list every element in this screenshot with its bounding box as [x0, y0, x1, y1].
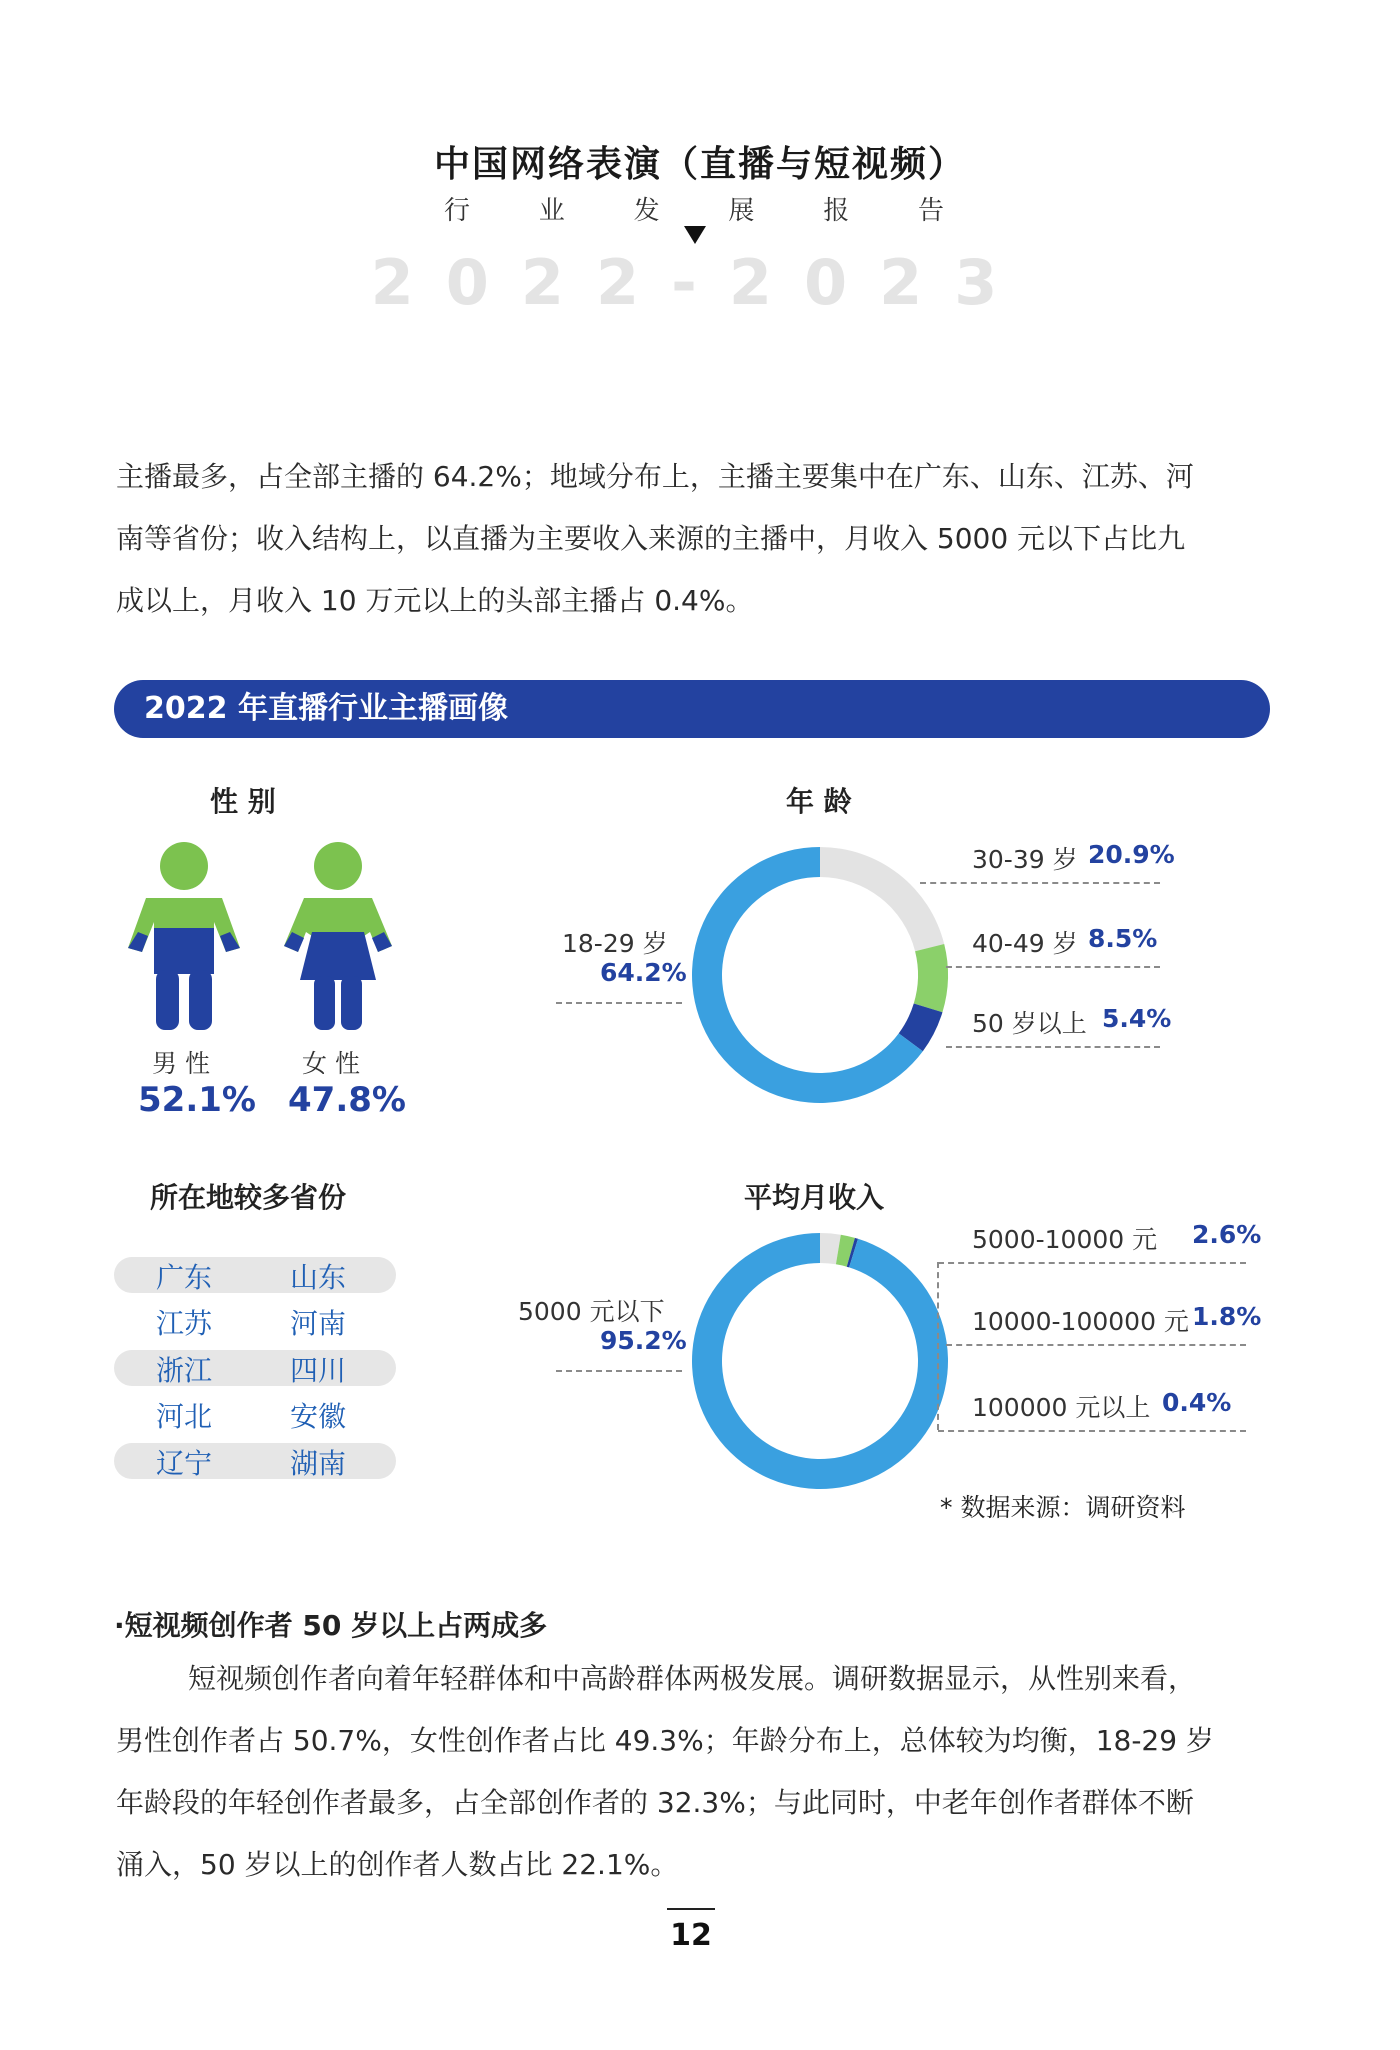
- section2-line: 涌入，50 岁以上的创作者人数占比 22.1%。: [116, 1848, 679, 1881]
- age-pct-50-plus: 5.4%: [1102, 1004, 1172, 1033]
- province-name: 四川: [290, 1354, 347, 1387]
- income-slice: [692, 1233, 948, 1489]
- age-label-40-49: 40-49 岁: [972, 929, 1078, 958]
- age-label-18-29: 18-29 岁: [562, 929, 668, 958]
- female-label: 女 性: [302, 1049, 360, 1078]
- province-name: 湖南: [290, 1447, 347, 1480]
- section2-paragraph: [116, 1648, 1296, 1896]
- section2-line: 男性创作者占 50.7%，女性创作者占比 49.3%；年龄分布上，总体较为均衡，18-29 岁: [116, 1724, 1214, 1757]
- age-slice: [914, 944, 948, 1012]
- section2-line: 年龄段的年轻创作者最多，占全部创作者的 32.3%；与此同时，中老年创作者群体不断: [116, 1786, 1194, 1819]
- leader-line: [938, 1262, 1246, 1264]
- income-pct-10000-100000: 1.8%: [1192, 1302, 1262, 1331]
- gender-heading: 性 别: [210, 785, 276, 818]
- age-label-30-39: 30-39 岁: [972, 845, 1078, 874]
- province-name: 安徽: [290, 1400, 347, 1433]
- female-percentage: 47.8%: [288, 1080, 406, 1120]
- province-name: 辽宁: [156, 1447, 213, 1480]
- data-source-note: * 数据来源：调研资料: [940, 1493, 1186, 1522]
- subtitle-char: 业: [538, 196, 565, 226]
- age-donut-chart: [685, 840, 955, 1110]
- leader-line: [556, 1370, 682, 1372]
- male-percentage: 52.1%: [138, 1080, 256, 1120]
- intro-paragraph: [116, 446, 1296, 632]
- subtitle-char: 告: [917, 196, 944, 226]
- subtitle-char: 行: [444, 196, 471, 226]
- page-number: 12: [670, 1918, 712, 1953]
- province-name: 浙江: [156, 1354, 213, 1387]
- provinces-heading: 所在地较多省份: [150, 1181, 347, 1214]
- leader-line-vertical: [937, 1262, 941, 1430]
- age-slice: [820, 847, 944, 951]
- page-number-rule: [667, 1908, 715, 1910]
- report-year: 2022-2023: [370, 246, 1030, 319]
- male-figure-icon: [124, 836, 244, 1036]
- down-triangle-icon: [684, 226, 706, 244]
- subtitle-char: 报: [823, 196, 850, 226]
- age-heading: 年 龄: [786, 785, 852, 818]
- province-name: 山东: [290, 1261, 347, 1294]
- province-name: 江苏: [156, 1307, 213, 1340]
- income-pct-under-5000: 95.2%: [600, 1326, 687, 1355]
- section2-title: ·短视频创作者 50 岁以上占两成多: [114, 1609, 548, 1642]
- report-title: 中国网络表演（直播与短视频）: [433, 144, 966, 185]
- income-label-10000-100000: 10000-100000 元: [972, 1307, 1189, 1336]
- province-name: 河南: [290, 1307, 347, 1340]
- leader-line: [920, 882, 1160, 884]
- age-pct-30-39: 20.9%: [1088, 840, 1175, 869]
- leader-line: [946, 1344, 1246, 1346]
- income-label-under-5000: 5000 元以下: [518, 1297, 665, 1326]
- income-label-over-100000: 100000 元以上: [972, 1393, 1151, 1422]
- province-name: 广东: [156, 1261, 213, 1294]
- subtitle-char: 展: [728, 196, 755, 226]
- intro-line: 主播最多，占全部主播的 64.2%；地域分布上，主播主要集中在广东、山东、江苏、河: [116, 460, 1194, 493]
- province-name: 河北: [156, 1400, 213, 1433]
- female-figure-icon: [278, 836, 398, 1036]
- subtitle-char: 发: [633, 196, 660, 226]
- male-label: 男 性: [152, 1049, 210, 1078]
- income-heading: 平均月收入: [744, 1181, 885, 1214]
- intro-line: 南等省份；收入结构上，以直播为主要收入来源的主播中，月收入 5000 元以下占比九: [116, 522, 1186, 555]
- section2-line: 短视频创作者向着年轻群体和中高龄群体两极发展。调研数据显示，从性别来看，: [188, 1662, 1197, 1695]
- age-label-50-plus: 50 岁以上: [972, 1009, 1087, 1038]
- banner-title: 2022 年直播行业主播画像: [144, 691, 508, 726]
- leader-line: [556, 1002, 682, 1004]
- income-pct-over-100000: 0.4%: [1162, 1388, 1232, 1417]
- income-donut-chart: [685, 1226, 955, 1496]
- report-subtitle: [444, 190, 944, 227]
- leader-line: [938, 1430, 1246, 1432]
- age-pct-40-49: 8.5%: [1088, 924, 1158, 953]
- intro-line: 成以上，月收入 10 万元以上的头部主播占 0.4%。: [116, 584, 754, 617]
- income-label-5000-10000: 5000-10000 元: [972, 1225, 1158, 1254]
- leader-line: [946, 966, 1160, 968]
- leader-line: [946, 1046, 1160, 1048]
- age-pct-18-29: 64.2%: [600, 958, 687, 987]
- income-pct-5000-10000: 2.6%: [1192, 1220, 1262, 1249]
